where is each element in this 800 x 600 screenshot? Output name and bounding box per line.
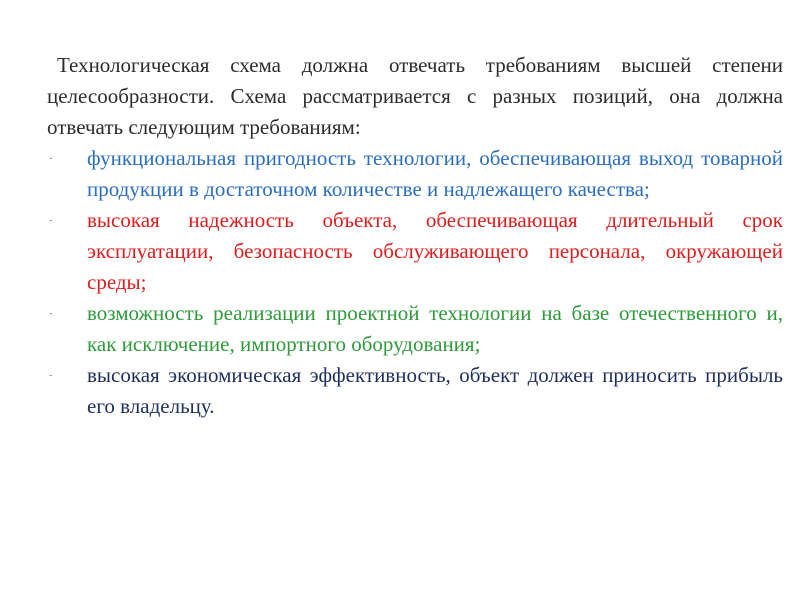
slide-content (47, 50, 783, 422)
bullet-icon: - (49, 308, 53, 319)
requirement-text: высокая экономическая эффективность, объект должен приносить прибыль его владельцу. (87, 363, 783, 418)
requirement-item (47, 298, 783, 360)
bullet-icon: - (49, 153, 53, 164)
requirement-text: высокая надежность объекта, обеспечивающая длительный срок эксплуатации, безопасность обслуживающего персонала, окружающей среды; (87, 208, 783, 294)
bullet-icon: - (49, 215, 53, 226)
requirement-text: возможность реализации проектной технологии на базе отечественного и, как исключение, импортного оборудования; (87, 301, 783, 356)
intro-paragraph: Технологическая схема должна отвечать требованиям высшей степени целесообразности. Схема рассматривается с разных позиций, она должна отвечать следующим требованиям: (47, 53, 783, 139)
requirements-list (47, 143, 783, 422)
requirement-item (47, 143, 783, 205)
bullet-icon: - (49, 370, 53, 381)
requirement-item (47, 205, 783, 298)
requirement-item (47, 360, 783, 422)
requirement-text: функциональная пригодность технологии, обеспечивающая выход товарной продукции в достаточном количестве и надлежащего качества; (87, 146, 783, 201)
